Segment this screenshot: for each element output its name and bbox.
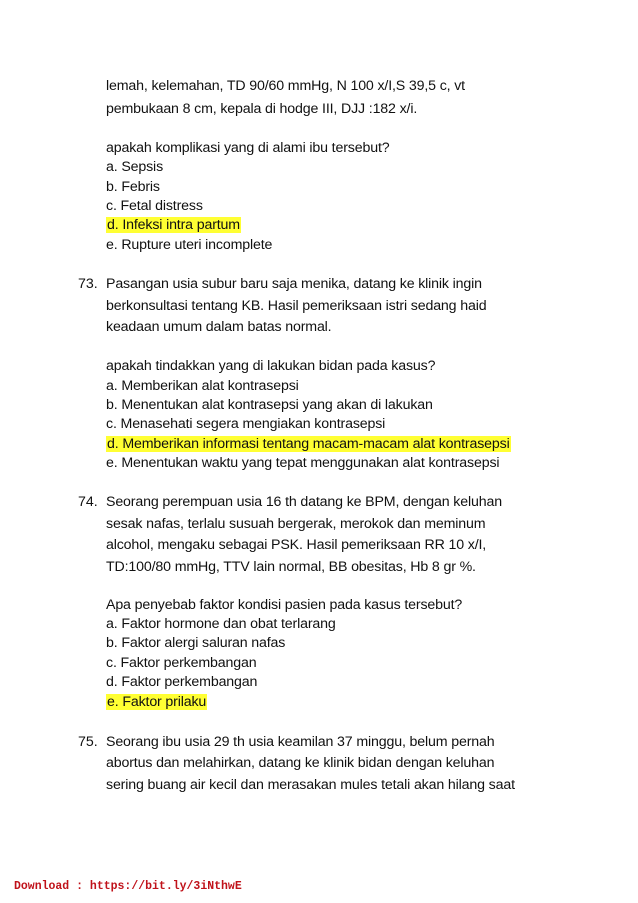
q73-option-c: c. Menasehati segera mengiakan kontrasepsi: [106, 416, 386, 432]
q74-option-c: c. Faktor perkembangan: [106, 655, 257, 671]
q73-option-e: e. Menentukan waktu yang tepat menggunakan alat kontrasepsi: [106, 455, 500, 471]
answer-highlight: d. Infeksi intra partum: [107, 217, 240, 233]
q73-option-d-answer: [106, 435, 511, 453]
q74-stem-line-3: alcohol, mengaku sebagai PSK. Hasil pemeriksaan RR 10 x/I,: [106, 537, 487, 553]
q75-stem-line-1: Seorang ibu usia 29 th usia keamilan 37 minggu, belum pernah: [106, 734, 495, 750]
q72-option-b: b. Febris: [106, 179, 160, 195]
q72-stem-line-2: pembukaan 8 cm, kepala di hodge III, DJJ :182 x/i.: [106, 101, 418, 117]
q72-option-c: c. Fetal distress: [106, 198, 203, 214]
q74-stem-line-4: TD:100/80 mmHg, TTV lain normal, BB obesitas, Hb 8 gr %.: [106, 559, 476, 575]
q74-option-e-answer: [106, 693, 207, 711]
q74-number: 74.: [78, 494, 98, 510]
q73-stem-line-3: keadaan umum dalam batas normal.: [106, 319, 332, 335]
q74-question: Apa penyebab faktor kondisi pasien pada kasus tersebut?: [106, 597, 463, 613]
q72-option-a: a. Sepsis: [106, 159, 164, 175]
q73-number: 73.: [78, 276, 98, 292]
q74-option-b: b. Faktor alergi saluran nafas: [106, 635, 286, 651]
q72-option-d-answer: [106, 216, 241, 234]
q74-stem-line-2: sesak nafas, terlalu susuah bergerak, merokok dan meminum: [106, 516, 486, 532]
answer-highlight: e. Faktor prilaku: [107, 694, 207, 710]
answer-highlight: d. Memberikan informasi tentang macam-macam alat kontrasepsi: [107, 436, 510, 452]
q73-option-a: a. Memberikan alat kontrasepsi: [106, 378, 299, 394]
q72-question: apakah komplikasi yang di alami ibu tersebut?: [106, 140, 390, 156]
q74-stem-line-1: Seorang perempuan usia 16 th datang ke BPM, dengan keluhan: [106, 494, 502, 510]
q73-stem-line-1: Pasangan usia subur baru saja menika, datang ke klinik ingin: [106, 276, 482, 292]
q72-option-e: e. Rupture uteri incomplete: [106, 237, 273, 253]
q73-stem-line-2: berkonsultasi tentang KB. Hasil pemeriksaan istri sedang haid: [106, 298, 487, 314]
q74-option-d: d. Faktor perkembangan: [106, 674, 258, 690]
q75-number: 75.: [78, 734, 98, 750]
q75-stem-line-3: sering buang air kecil dan merasakan mules tetali akan hilang saat: [106, 777, 515, 793]
q74-option-a: a. Faktor hormone dan obat terlarang: [106, 616, 336, 632]
q73-question: apakah tindakkan yang di lakukan bidan pada kasus?: [106, 358, 436, 374]
q73-option-b: b. Menentukan alat kontrasepsi yang akan di lakukan: [106, 397, 433, 413]
q72-stem-line-1: lemah, kelemahan, TD 90/60 mmHg, N 100 x/I,S 39,5 c, vt: [106, 78, 465, 94]
download-link[interactable]: Download : https://bit.ly/3iNthwE: [14, 880, 242, 893]
q75-stem-line-2: abortus dan melahirkan, datang ke klinik bidan dengan keluhan: [106, 755, 495, 771]
